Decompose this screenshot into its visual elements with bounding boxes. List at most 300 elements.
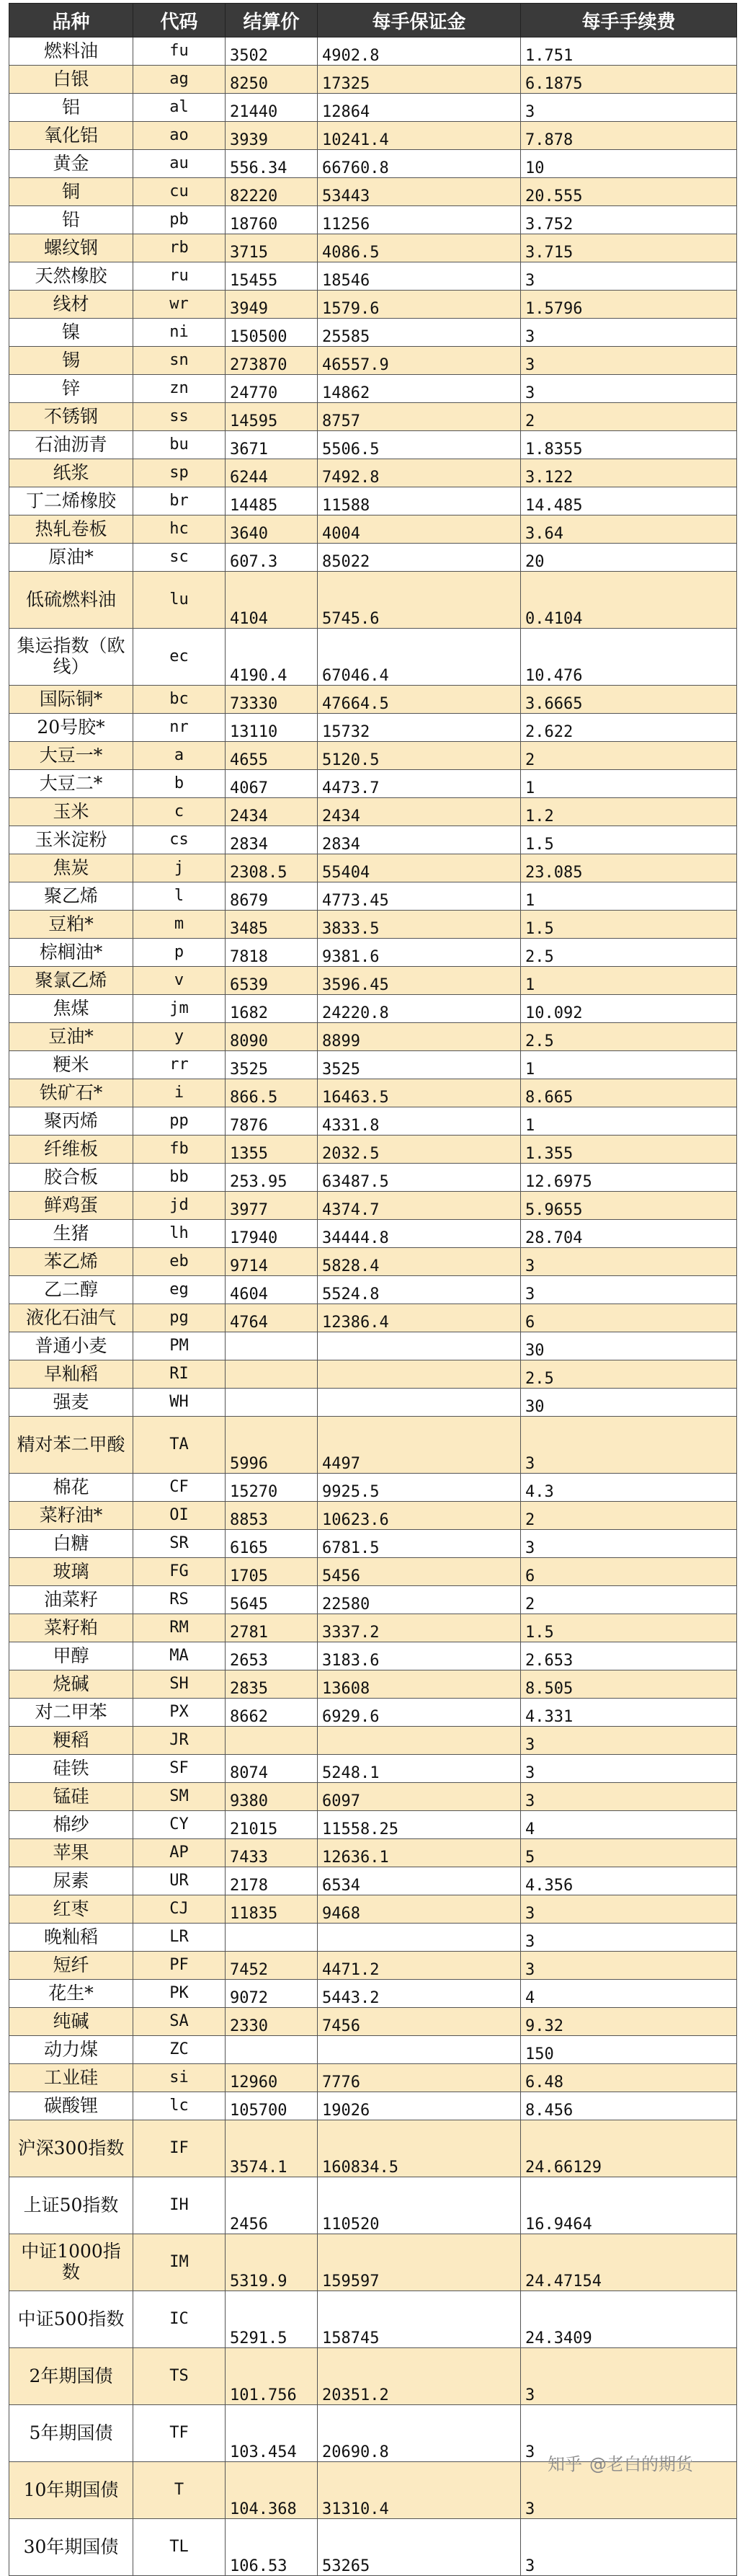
cell-fee: 4.331 [521,1699,737,1727]
cell-margin: 19026 [318,2092,521,2120]
cell-fee: 2 [521,403,737,431]
cell-price: 11835 [226,1895,318,1924]
cell-fee: 1 [521,1107,737,1136]
cell-code: FG [133,1558,226,1586]
cell-code: i [133,1079,226,1107]
cell-price: 3574.1 [226,2120,318,2177]
cell-margin: 158745 [318,2291,521,2348]
table-row [9,686,737,714]
cell-code: y [133,1023,226,1051]
table-row [9,1079,737,1107]
cell-code: IH [133,2177,226,2234]
cell-price: 4104 [226,572,318,629]
cell-margin [318,1727,521,1755]
cell-code: jd [133,1192,226,1220]
cell-code: lu [133,572,226,629]
cell-fee: 24.66129 [521,2120,737,2177]
table-row [9,1867,737,1895]
cell-margin: 7492.8 [318,459,521,487]
cell-fee: 12.6975 [521,1164,737,1192]
cell-code: au [133,150,226,178]
cell-price: 4067 [226,770,318,798]
cell-code: ao [133,122,226,150]
cell-code: CY [133,1811,226,1839]
cell-fee: 9.32 [521,2008,737,2036]
table-row [9,1474,737,1502]
cell-price: 103.454 [226,2405,318,2462]
cell-name: 胶合板 [9,1164,133,1192]
cell-price: 2434 [226,798,318,826]
cell-price: 2781 [226,1614,318,1642]
cell-code: br [133,487,226,515]
cell-code: l [133,882,226,911]
cell-name: 粳米 [9,1051,133,1079]
cell-code: rr [133,1051,226,1079]
cell-code: TS [133,2348,226,2405]
cell-margin: 20351.2 [318,2348,521,2405]
cell-price [226,1389,318,1417]
cell-margin [318,2036,521,2064]
cell-code: ru [133,262,226,291]
table-row [9,854,737,882]
table-row [9,1023,737,1051]
cell-fee: 10.092 [521,995,737,1023]
cell-fee: 3 [521,262,737,291]
cell-code: bu [133,431,226,459]
cell-code: hc [133,515,226,544]
cell-price: 15270 [226,1474,318,1502]
cell-name: 10年期国债 [9,2462,133,2519]
cell-fee: 1 [521,1051,737,1079]
cell-price: 556.34 [226,150,318,178]
cell-code: T [133,2462,226,2519]
cell-code: si [133,2064,226,2092]
table-row [9,572,737,629]
cell-name: 2年期国债 [9,2348,133,2405]
cell-price: 7452 [226,1952,318,1980]
header-fee: 每手手续费 [521,4,737,37]
cell-name: 大豆二* [9,770,133,798]
cell-price: 2178 [226,1867,318,1895]
cell-name: 20号胶* [9,714,133,742]
table-row [9,1755,737,1783]
cell-price: 5645 [226,1586,318,1614]
watermark-author: @老白的期货 [589,2454,693,2474]
cell-name: 尿素 [9,1867,133,1895]
cell-fee: 8.665 [521,1079,737,1107]
cell-name: 苯乙烯 [9,1248,133,1276]
cell-name: 菜籽油* [9,1502,133,1530]
table-row [9,882,737,911]
cell-name: 白银 [9,66,133,94]
cell-price: 866.5 [226,1079,318,1107]
cell-price: 8662 [226,1699,318,1727]
cell-margin: 6781.5 [318,1530,521,1558]
cell-name: 铜 [9,178,133,206]
cell-code: nr [133,714,226,742]
cell-name: 动力煤 [9,2036,133,2064]
cell-price: 24770 [226,375,318,403]
cell-margin: 13608 [318,1670,521,1699]
cell-code: b [133,770,226,798]
cell-name: 铅 [9,206,133,234]
cell-price: 5291.5 [226,2291,318,2348]
cell-price [226,1360,318,1389]
cell-margin: 4331.8 [318,1107,521,1136]
table-row [9,1530,737,1558]
table-row [9,66,737,94]
cell-price: 607.3 [226,544,318,572]
cell-price: 3525 [226,1051,318,1079]
cell-code: bb [133,1164,226,1192]
table-row [9,178,737,206]
cell-fee: 2 [521,742,737,770]
cell-margin: 34444.8 [318,1220,521,1248]
cell-fee: 2.5 [521,1360,737,1389]
cell-name: 焦炭 [9,854,133,882]
cell-price: 13110 [226,714,318,742]
cell-code: RS [133,1586,226,1614]
table-row [9,37,737,66]
cell-code: rb [133,234,226,262]
cell-name: 甲醇 [9,1642,133,1670]
cell-fee: 4 [521,1980,737,2008]
cell-fee: 2.622 [521,714,737,742]
cell-code: ss [133,403,226,431]
cell-fee: 3 [521,1276,737,1304]
cell-margin: 11256 [318,206,521,234]
cell-fee: 5.9655 [521,1192,737,1220]
table-row [9,1699,737,1727]
cell-name: 早籼稻 [9,1360,133,1389]
cell-name: 乙二醇 [9,1276,133,1304]
cell-name: 豆油* [9,1023,133,1051]
cell-fee: 8.456 [521,2092,737,2120]
cell-price: 9714 [226,1248,318,1276]
cell-name: 粳稻 [9,1727,133,1755]
cell-name: 晚籼稻 [9,1924,133,1952]
cell-price: 3485 [226,911,318,939]
table-row [9,1276,737,1304]
table-row [9,1980,737,2008]
cell-fee: 1.751 [521,37,737,66]
cell-fee: 3 [521,1952,737,1980]
cell-margin: 53443 [318,178,521,206]
cell-margin: 4773.45 [318,882,521,911]
cell-name: 花生* [9,1980,133,2008]
cell-name: 镍 [9,319,133,347]
cell-margin: 160834.5 [318,2120,521,2177]
table-row [9,1924,737,1952]
cell-code: TF [133,2405,226,2462]
cell-price: 4764 [226,1304,318,1332]
cell-margin: 2834 [318,826,521,854]
cell-name: 上证50指数 [9,2177,133,2234]
cell-price: 3949 [226,291,318,319]
table-row [9,1389,737,1417]
cell-name: 棉花 [9,1474,133,1502]
cell-price: 3939 [226,122,318,150]
cell-fee: 3 [521,1248,737,1276]
table-row [9,1304,737,1332]
table-row [9,2519,737,2576]
cell-margin: 53265 [318,2519,521,2576]
cell-code: ZC [133,2036,226,2064]
cell-code: TL [133,2519,226,2576]
cell-price: 2835 [226,1670,318,1699]
table-row [9,1558,737,1586]
table-row [9,431,737,459]
table-row [9,826,737,854]
cell-name: 硅铁 [9,1755,133,1783]
cell-fee: 3.122 [521,459,737,487]
cell-margin: 66760.8 [318,150,521,178]
cell-code: SF [133,1755,226,1783]
cell-code: TA [133,1417,226,1474]
table-row [9,798,737,826]
cell-price: 3502 [226,37,318,66]
cell-code: AP [133,1839,226,1867]
cell-margin [318,1389,521,1417]
header-price: 结算价 [226,4,318,37]
cell-name: 低硫燃料油 [9,572,133,629]
table-row [9,1839,737,1867]
cell-code: WH [133,1389,226,1417]
cell-name: 螺纹钢 [9,234,133,262]
cell-fee: 1 [521,882,737,911]
cell-code: ni [133,319,226,347]
cell-margin: 4497 [318,1417,521,1474]
cell-margin: 1579.6 [318,291,521,319]
cell-code: j [133,854,226,882]
header-row [9,4,737,37]
cell-code: ag [133,66,226,94]
cell-price: 1705 [226,1558,318,1586]
cell-price [226,1332,318,1360]
cell-price: 5996 [226,1417,318,1474]
table-row [9,1670,737,1699]
cell-name: 红枣 [9,1895,133,1924]
cell-name: 热轧卷板 [9,515,133,544]
cell-fee: 6.48 [521,2064,737,2092]
cell-fee: 1.8355 [521,431,737,459]
cell-fee: 4.3 [521,1474,737,1502]
cell-name: 不锈钢 [9,403,133,431]
cell-fee: 30 [521,1389,737,1417]
cell-price: 253.95 [226,1164,318,1192]
cell-name: 国际铜* [9,686,133,714]
cell-code: LR [133,1924,226,1952]
cell-fee: 16.9464 [521,2177,737,2234]
cell-margin: 5828.4 [318,1248,521,1276]
cell-name: 天然橡胶 [9,262,133,291]
cell-name: 大豆一* [9,742,133,770]
cell-code: eb [133,1248,226,1276]
table-row [9,544,737,572]
cell-name: 精对苯二甲酸 [9,1417,133,1474]
table-row [9,2008,737,2036]
cell-price: 7876 [226,1107,318,1136]
cell-name: 丁二烯橡胶 [9,487,133,515]
cell-price: 2308.5 [226,854,318,882]
table-row [9,459,737,487]
cell-fee: 6 [521,1304,737,1332]
cell-price: 5319.9 [226,2234,318,2291]
cell-code: lc [133,2092,226,2120]
table-row [9,2120,737,2177]
cell-margin: 7456 [318,2008,521,2036]
cell-fee: 3.715 [521,234,737,262]
cell-code: RI [133,1360,226,1389]
table-row [9,234,737,262]
cell-price: 8679 [226,882,318,911]
cell-price: 17940 [226,1220,318,1248]
cell-name: 工业硅 [9,2064,133,2092]
cell-fee: 3 [521,2519,737,2576]
table-row [9,2291,737,2348]
cell-fee: 3 [521,2348,737,2405]
cell-name: 玻璃 [9,1558,133,1586]
cell-fee: 3 [521,2462,737,2519]
cell-fee: 0.4104 [521,572,737,629]
cell-fee: 2.653 [521,1642,737,1670]
cell-margin [318,1360,521,1389]
table-row [9,150,737,178]
cell-name: 线材 [9,291,133,319]
cell-fee: 1.5 [521,1614,737,1642]
cell-margin: 6534 [318,1867,521,1895]
cell-price: 105700 [226,2092,318,2120]
cell-name: 石油沥青 [9,431,133,459]
cell-code: CF [133,1474,226,1502]
cell-margin: 4374.7 [318,1192,521,1220]
cell-price: 21015 [226,1811,318,1839]
cell-name: 玉米淀粉 [9,826,133,854]
cell-price [226,1924,318,1952]
cell-code: c [133,798,226,826]
table-row [9,742,737,770]
cell-fee: 3.64 [521,515,737,544]
cell-name: 棉纱 [9,1811,133,1839]
cell-fee: 4.356 [521,1867,737,1895]
table-body [9,37,737,2576]
table-row [9,1332,737,1360]
cell-name: 30年期国债 [9,2519,133,2576]
cell-code: RM [133,1614,226,1642]
cell-margin: 10623.6 [318,1502,521,1530]
cell-fee: 2 [521,1502,737,1530]
cell-margin: 8757 [318,403,521,431]
cell-name: 生猪 [9,1220,133,1248]
cell-margin: 110520 [318,2177,521,2234]
table-row [9,1952,737,1980]
cell-name: 沪深300指数 [9,2120,133,2177]
cell-price: 2456 [226,2177,318,2234]
table-row [9,291,737,319]
cell-code: pg [133,1304,226,1332]
cell-margin: 22580 [318,1586,521,1614]
cell-margin: 3337.2 [318,1614,521,1642]
cell-price: 4655 [226,742,318,770]
cell-code: ec [133,629,226,686]
cell-fee: 1.355 [521,1136,737,1164]
cell-margin: 15732 [318,714,521,742]
cell-fee: 10 [521,150,737,178]
table-row [9,939,737,967]
cell-margin: 16463.5 [318,1079,521,1107]
cell-margin: 3833.5 [318,911,521,939]
cell-price: 14595 [226,403,318,431]
cell-fee: 2.5 [521,939,737,967]
table-row [9,911,737,939]
table-row [9,1895,737,1924]
cell-code: SA [133,2008,226,2036]
cell-margin: 25585 [318,319,521,347]
table-row [9,487,737,515]
header-code: 代码 [133,4,226,37]
table-header [9,4,737,37]
cell-margin: 2434 [318,798,521,826]
cell-margin [318,1924,521,1952]
cell-margin: 4471.2 [318,1952,521,1980]
cell-name: 纤维板 [9,1136,133,1164]
cell-margin: 11558.25 [318,1811,521,1839]
cell-margin: 20690.8 [318,2405,521,2462]
cell-fee: 30 [521,1332,737,1360]
cell-price: 6165 [226,1530,318,1558]
cell-fee: 23.085 [521,854,737,882]
cell-margin: 6929.6 [318,1699,521,1727]
cell-name: 纸浆 [9,459,133,487]
table-row [9,1136,737,1164]
cell-code: IC [133,2291,226,2348]
cell-margin: 55404 [318,854,521,882]
cell-price: 1682 [226,995,318,1023]
cell-margin: 12864 [318,94,521,122]
cell-price: 82220 [226,178,318,206]
cell-fee: 3 [521,2405,737,2462]
cell-margin: 8899 [318,1023,521,1051]
cell-code: m [133,911,226,939]
cell-price: 106.53 [226,2519,318,2576]
table-row [9,206,737,234]
table-row [9,262,737,291]
cell-fee: 20.555 [521,178,737,206]
table-row [9,1164,737,1192]
cell-name: 黄金 [9,150,133,178]
cell-margin: 11588 [318,487,521,515]
table-row [9,1502,737,1530]
cell-fee: 3 [521,347,737,375]
cell-fee: 28.704 [521,1220,737,1248]
table-row [9,319,737,347]
cell-name: 燃料油 [9,37,133,66]
cell-code: sn [133,347,226,375]
cell-name: 锡 [9,347,133,375]
cell-code: PX [133,1699,226,1727]
table-row [9,1642,737,1670]
table-row [9,770,737,798]
cell-name: 玉米 [9,798,133,826]
cell-code: v [133,967,226,995]
cell-code: IF [133,2120,226,2177]
cell-code: MA [133,1642,226,1670]
cell-fee: 1.5 [521,826,737,854]
cell-price: 4604 [226,1276,318,1304]
cell-margin: 31310.4 [318,2462,521,2519]
cell-fee: 2 [521,1586,737,1614]
table-row [9,1248,737,1276]
